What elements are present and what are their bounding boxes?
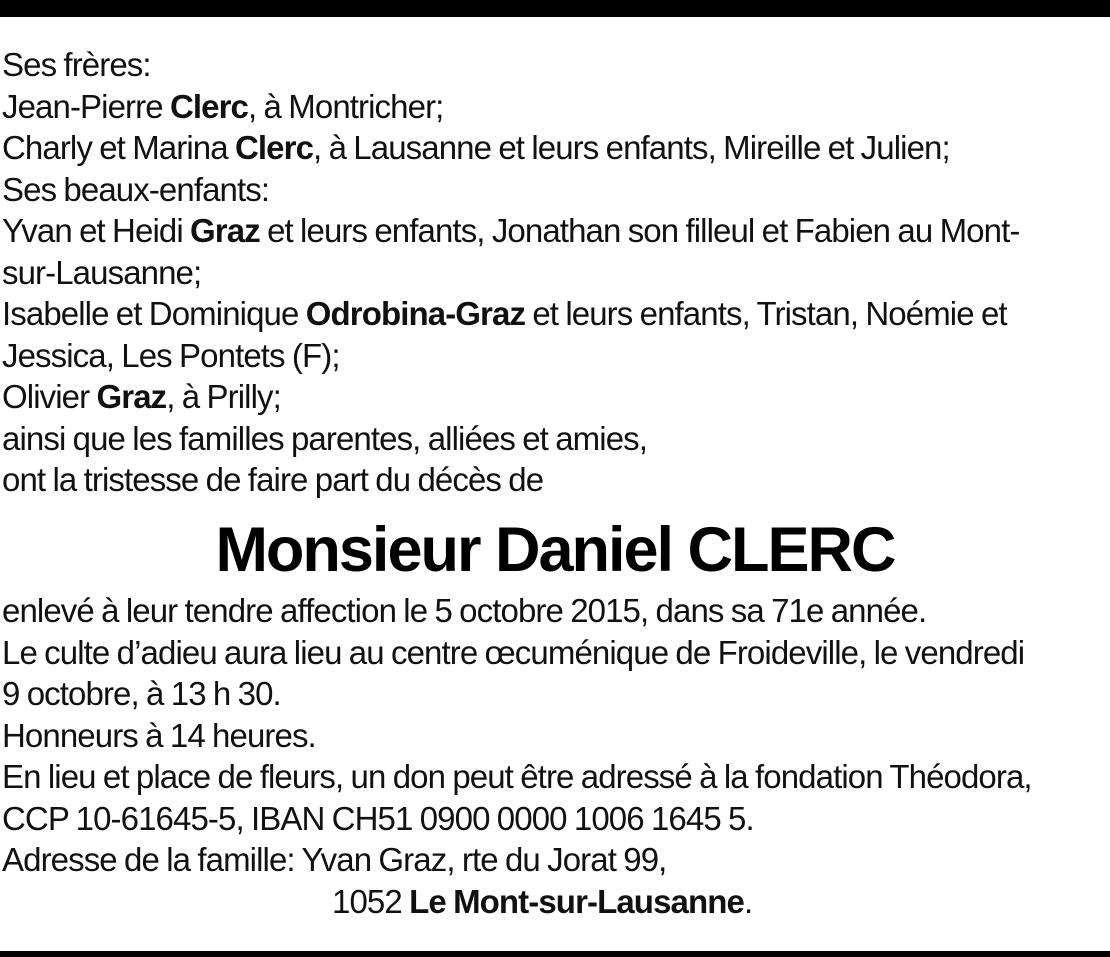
detail-line-service: Le culte d’adieu aura lieu au centre œcuménique de Froideville, le vendredi [2, 633, 1025, 671]
surname: Clerc [234, 129, 314, 166]
family-line-jean-pierre [2, 86, 1110, 128]
families-line: ainsi que les familles parentes, alliées et amies, [2, 419, 648, 457]
detail-line-service-date: 9 octobre, à 13 h 30. [2, 675, 281, 712]
detail-line-bank: CCP 10-61645-5, IBAN CH51 0900 0000 1006 1645 5. [2, 799, 754, 837]
text-segment: , à Prilly; [166, 378, 281, 415]
top-rule [0, 0, 1110, 17]
text-segment: et leurs enfants, Tristan, Noémie et [525, 295, 1007, 332]
announcement-line: ont la tristesse de faire part du décès de [2, 461, 544, 498]
detail-line-donation: En lieu et place de fleurs, un don peut être adressé à la fondation Théodora, [2, 758, 1032, 795]
bottom-rule [0, 951, 1110, 957]
surname: Odrobina-Graz [305, 295, 526, 332]
family-line-yvan-cont: sur-Lausanne; [2, 253, 202, 291]
text-segment: Isabelle et Dominique [2, 295, 306, 332]
detail-line-death: enlevé à leur tendre affection le 5 octobre 2015, dans sa 71e année. [2, 592, 927, 629]
family-list [2, 44, 1110, 501]
detail-line-address-city [2, 881, 1110, 923]
surname: Clerc [169, 87, 249, 125]
text-segment: Olivier [2, 378, 97, 415]
surname: Graz [190, 212, 260, 249]
text-segment: . [743, 882, 753, 920]
detail-line-honours: Honneurs à 14 heures. [2, 716, 316, 754]
family-line-yvan [2, 210, 1110, 252]
text-segment: 1052 [332, 882, 410, 920]
text-segment: Charly et Marina [2, 129, 235, 166]
city: Le Mont-sur-Lausanne [409, 882, 744, 920]
family-line-charly [2, 127, 1110, 169]
stepchildren-heading: Ses beaux-enfants: [2, 170, 270, 208]
text-segment: et leurs enfants, Jonathan son filleul et Fabien au Mont- [259, 212, 1020, 249]
text-segment: Jean-Pierre [2, 87, 170, 125]
text-segment: , à Lausanne et leurs enfants, Mireille et Julien; [313, 129, 950, 166]
deceased-name: Monsieur Daniel CLERC [215, 515, 895, 585]
brothers-heading: Ses frères: [2, 46, 151, 83]
surname: Graz [96, 378, 167, 415]
text-segment: Yvan et Heidi [2, 212, 191, 249]
detail-line-address: Adresse de la famille: Yvan Graz, rte du Jorat 99, [2, 841, 667, 878]
family-line-isabelle-cont: Jessica, Les Pontets (F); [2, 336, 340, 374]
text-segment: , à Montricher; [248, 87, 444, 125]
family-line-isabelle [2, 293, 1110, 335]
family-line-olivier [2, 376, 1110, 418]
service-details [2, 590, 1110, 922]
